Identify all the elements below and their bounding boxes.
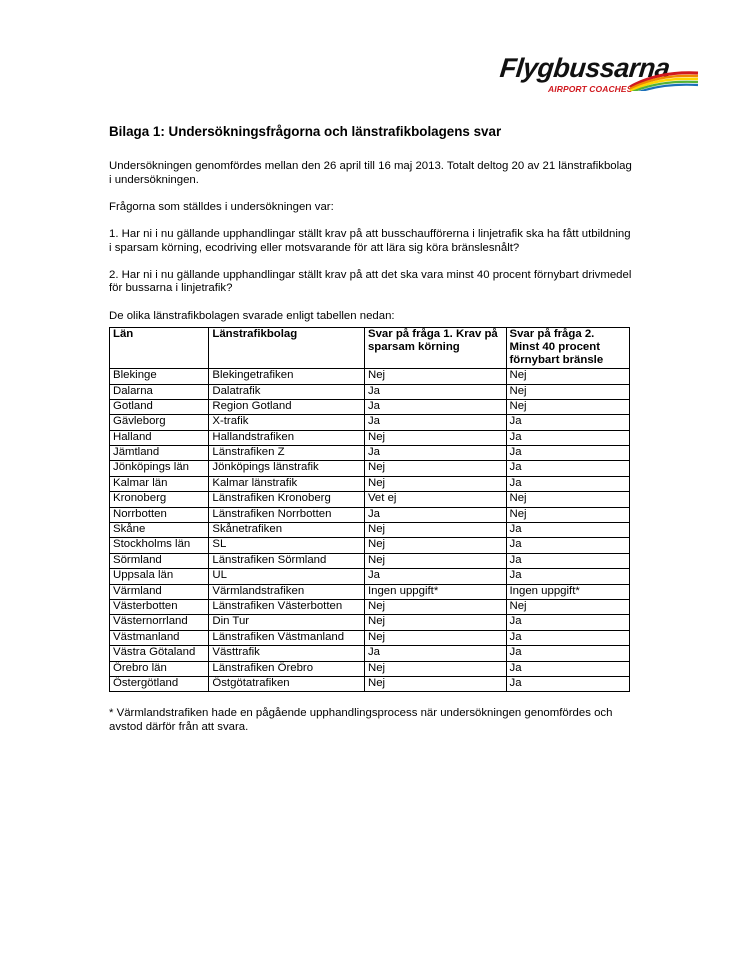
cell-svar-1: Nej bbox=[364, 553, 506, 568]
header-fraga-1: Svar på fråga 1. Krav på sparsam körning bbox=[364, 328, 506, 369]
cell-bolag: Din Tur bbox=[209, 615, 365, 630]
cell-bolag: Skånetrafiken bbox=[209, 523, 365, 538]
document-body bbox=[109, 124, 634, 748]
cell-svar-2: Ja bbox=[506, 430, 630, 445]
cell-lan: Västernorrland bbox=[110, 615, 209, 630]
cell-lan: Västmanland bbox=[110, 630, 209, 645]
header-fraga-2: Svar på fråga 2. Minst 40 procent förnybart bränsle bbox=[506, 328, 630, 369]
table-row bbox=[110, 446, 630, 461]
cell-bolag: Länstrafiken Västmanland bbox=[209, 630, 365, 645]
table-row bbox=[110, 507, 630, 522]
cell-svar-2: Ja bbox=[506, 646, 630, 661]
table-row bbox=[110, 399, 630, 414]
table-row bbox=[110, 676, 630, 691]
cell-bolag: Västtrafik bbox=[209, 646, 365, 661]
cell-svar-2: Nej bbox=[506, 369, 630, 384]
cell-svar-1: Ja bbox=[364, 446, 506, 461]
cell-svar-2: Nej bbox=[506, 599, 630, 614]
table-row bbox=[110, 523, 630, 538]
cell-bolag: Jönköpings länstrafik bbox=[209, 461, 365, 476]
cell-bolag: UL bbox=[209, 569, 365, 584]
logo-tagline: AIRPORT COACHES bbox=[548, 84, 633, 94]
cell-lan: Östergötland bbox=[110, 676, 209, 691]
cell-svar-2: Ja bbox=[506, 415, 630, 430]
cell-svar-2: Ja bbox=[506, 538, 630, 553]
cell-svar-1: Ja bbox=[364, 507, 506, 522]
cell-lan: Jönköpings län bbox=[110, 461, 209, 476]
table-row bbox=[110, 630, 630, 645]
header-lan: Län bbox=[110, 328, 209, 369]
cell-svar-1: Ja bbox=[364, 415, 506, 430]
cell-bolag: Länstrafiken Västerbotten bbox=[209, 599, 365, 614]
table-row bbox=[110, 384, 630, 399]
cell-bolag: Hallandstrafiken bbox=[209, 430, 365, 445]
cell-svar-1: Nej bbox=[364, 538, 506, 553]
cell-lan: Blekinge bbox=[110, 369, 209, 384]
page-title: Bilaga 1: Undersökningsfrågorna och länstrafikbolagens svar bbox=[109, 124, 502, 139]
cell-lan: Jämtland bbox=[110, 446, 209, 461]
cell-svar-1: Nej bbox=[364, 369, 506, 384]
cell-lan: Västra Götaland bbox=[110, 646, 209, 661]
survey-results-table bbox=[109, 327, 630, 692]
cell-svar-2: Ingen uppgift* bbox=[506, 584, 630, 599]
cell-svar-1: Nej bbox=[364, 599, 506, 614]
table-row bbox=[110, 569, 630, 584]
table-body bbox=[110, 369, 630, 692]
cell-svar-2: Nej bbox=[506, 384, 630, 399]
cell-svar-2: Ja bbox=[506, 569, 630, 584]
cell-svar-1: Ja bbox=[364, 399, 506, 414]
intro-paragraph: Undersökningen genomfördes mellan den 26 april till 16 maj 2013. Totalt deltog 20 av 21 länstrafikbolag i undersökningen. bbox=[109, 160, 632, 186]
cell-bolag: Region Gotland bbox=[209, 399, 365, 414]
cell-bolag: Blekingetrafiken bbox=[209, 369, 365, 384]
table-intro: De olika länstrafikbolagen svarade enligt tabellen nedan: bbox=[109, 309, 395, 322]
table-row bbox=[110, 538, 630, 553]
cell-lan: Kalmar län bbox=[110, 476, 209, 491]
question-1: 1. Har ni i nu gällande upphandlingar ställt krav på att busschaufförerna i linjetrafik ska ha fått utbildning i sparsam körning, ecodriving eller motsvarande för att lära sig köra bränslesnålt? bbox=[109, 227, 631, 254]
cell-svar-2: Nej bbox=[506, 492, 630, 507]
table-row bbox=[110, 369, 630, 384]
header-lanstrafikbolag: Länstrafikbolag bbox=[209, 328, 365, 369]
cell-lan: Sörmland bbox=[110, 553, 209, 568]
cell-svar-1: Nej bbox=[364, 615, 506, 630]
flygbussarna-logo bbox=[500, 53, 710, 98]
cell-lan: Gävleborg bbox=[110, 415, 209, 430]
cell-lan: Kronoberg bbox=[110, 492, 209, 507]
cell-bolag: Värmlandstrafiken bbox=[209, 584, 365, 599]
logo-wordmark: Flygbussarna bbox=[498, 53, 672, 83]
cell-svar-2: Ja bbox=[506, 661, 630, 676]
table-row bbox=[110, 492, 630, 507]
table-row bbox=[110, 553, 630, 568]
cell-svar-1: Ja bbox=[364, 384, 506, 399]
cell-svar-2: Ja bbox=[506, 476, 630, 491]
table-row bbox=[110, 646, 630, 661]
cell-lan: Värmland bbox=[110, 584, 209, 599]
cell-lan: Stockholms län bbox=[110, 538, 209, 553]
question-2: 2. Har ni i nu gällande upphandlingar ställt krav på att det ska vara minst 40 procent förnybart drivmedel för bussarna i linjetrafik? bbox=[109, 268, 632, 295]
cell-bolag: Länstrafiken Sörmland bbox=[209, 553, 365, 568]
cell-svar-2: Ja bbox=[506, 615, 630, 630]
cell-lan: Dalarna bbox=[110, 384, 209, 399]
cell-lan: Örebro län bbox=[110, 661, 209, 676]
cell-bolag: Länstrafiken Z bbox=[209, 446, 365, 461]
questions-intro: Frågorna som ställdes i undersökningen var: bbox=[109, 200, 334, 213]
cell-lan: Norrbotten bbox=[110, 507, 209, 522]
cell-svar-2: Ja bbox=[506, 523, 630, 538]
cell-svar-2: Nej bbox=[506, 507, 630, 522]
cell-bolag: X-trafik bbox=[209, 415, 365, 430]
cell-svar-2: Ja bbox=[506, 461, 630, 476]
footnote: * Värmlandstrafiken hade en pågående upphandlingsprocess när undersökningen genomfördes och avstod därför från att svara. bbox=[109, 707, 613, 733]
table-row bbox=[110, 615, 630, 630]
table-row bbox=[110, 461, 630, 476]
cell-svar-1: Nej bbox=[364, 430, 506, 445]
cell-bolag: Länstrafiken Örebro bbox=[209, 661, 365, 676]
cell-svar-1: Ja bbox=[364, 646, 506, 661]
cell-svar-1: Nej bbox=[364, 476, 506, 491]
cell-svar-1: Nej bbox=[364, 661, 506, 676]
cell-bolag: Länstrafiken Norrbotten bbox=[209, 507, 365, 522]
cell-svar-1: Nej bbox=[364, 630, 506, 645]
cell-svar-2: Ja bbox=[506, 630, 630, 645]
cell-svar-2: Ja bbox=[506, 676, 630, 691]
cell-bolag: Östgötatrafiken bbox=[209, 676, 365, 691]
cell-lan: Gotland bbox=[110, 399, 209, 414]
cell-lan: Uppsala län bbox=[110, 569, 209, 584]
cell-bolag: Kalmar länstrafik bbox=[209, 476, 365, 491]
cell-svar-1: Nej bbox=[364, 676, 506, 691]
cell-svar-2: Ja bbox=[506, 446, 630, 461]
table-row bbox=[110, 599, 630, 614]
cell-lan: Skåne bbox=[110, 523, 209, 538]
cell-svar-1: Ingen uppgift* bbox=[364, 584, 506, 599]
cell-svar-1: Ja bbox=[364, 569, 506, 584]
cell-lan: Västerbotten bbox=[110, 599, 209, 614]
cell-svar-1: Vet ej bbox=[364, 492, 506, 507]
table-row bbox=[110, 415, 630, 430]
cell-svar-2: Nej bbox=[506, 399, 630, 414]
cell-svar-1: Nej bbox=[364, 523, 506, 538]
logo-swoosh-icon bbox=[628, 67, 700, 91]
table-header-row bbox=[110, 328, 630, 369]
cell-bolag: SL bbox=[209, 538, 365, 553]
cell-lan: Halland bbox=[110, 430, 209, 445]
table-row bbox=[110, 584, 630, 599]
table-row bbox=[110, 430, 630, 445]
cell-bolag: Dalatrafik bbox=[209, 384, 365, 399]
table-row bbox=[110, 476, 630, 491]
cell-svar-1: Nej bbox=[364, 461, 506, 476]
cell-svar-2: Ja bbox=[506, 553, 630, 568]
cell-bolag: Länstrafiken Kronoberg bbox=[209, 492, 365, 507]
table-row bbox=[110, 661, 630, 676]
